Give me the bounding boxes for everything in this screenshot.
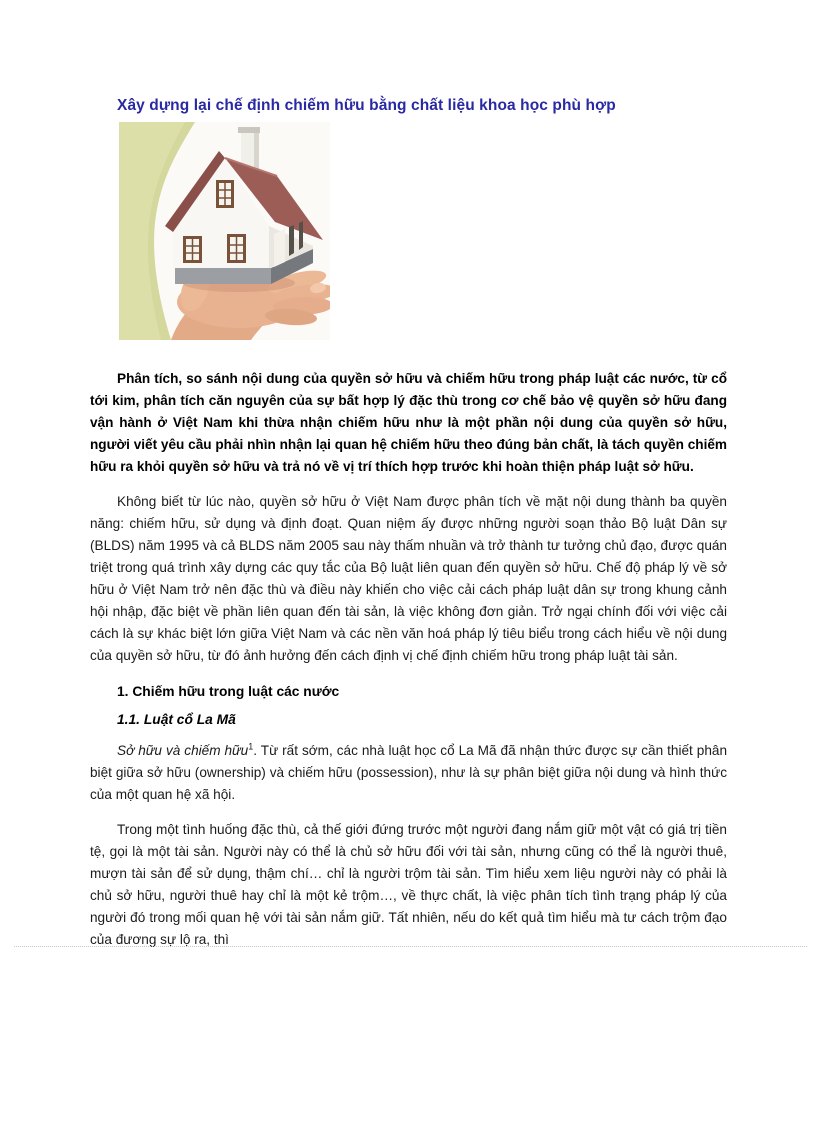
paragraph-ownership-overview: Không biết từ lúc nào, quyền sở hữu ở Việt Nam được phân tích về mặt nội dung thành ba quyền năng: chiếm hữu, sử dụng và định đoạt. Quan niệm ấy được những người soạn thảo Bộ luật Dân sự (BLDS) năm 1995 và cả BLDS năm 2005 sau này thấm nhuần và trở thành tư tưởng chủ đạo, được quán triệt trong quá trình xây dựng các quy tắc của Bộ luật liên quan đến quyền sở hữu. Chế độ pháp lý về sở hữu ở Việt Nam trở nên đặc thù và điều này khiến cho việc cải cách pháp luật dân sự trong khung cảnh hội nhập, đặc biệt về phần liên quan đến tài sản, là việc không đơn giản. Trở ngại chính đối với việc cải cách là sự khác biệt lớn giữa Việt Nam và các nền văn hoá pháp lý tiêu biểu trong cách hiểu về nội dung của quyền sở hữu, từ đó ảnh hưởng đến cách định vị chế định chiếm hữu trong pháp luật tài sản.: [90, 494, 727, 663]
subsection-heading-roman-law: 1.1. Luật cổ La Mã: [117, 712, 236, 727]
paragraph-roman-law: [90, 740, 727, 806]
section-heading-possession-in-foreign-law: 1. Chiếm hữu trong luật các nước: [117, 684, 340, 699]
roman-law-text: . Từ rất sớm, các nhà luật học cổ La Mã đã nhận thức được sự cần thiết phân biệt giữa sở hữu (ownership) và chiếm hữu (possession), như là sự phân biệt giữa nội dung và hình thức của một quan hệ xã hội.: [90, 743, 728, 802]
footnote-divider: [14, 946, 807, 947]
house-in-hands-illustration: [119, 122, 330, 340]
lead-paragraph: Phân tích, so sánh nội dung của quyền sở hữu và chiếm hữu trong pháp luật các nước, từ cổ tới kim, phân tích căn nguyên của sự bất hợp lý đặc thù trong cơ chế bảo vệ quyền sở hữu đang vận hành ở Việt Nam khi thừa nhận chiếm hữu như là một phần nội dung của quyền sở hữu, người viết yêu cầu phải nhìn nhận lại quan hệ chiếm hữu theo đúng bản chất, là tách quyền chiếm hữu ra khỏi quyền sở hữu và trả nó về vị trí thích hợp trước khi hoàn thiện pháp luật sở hữu.: [90, 371, 727, 474]
footnote-reference-1[interactable]: 1: [248, 741, 254, 752]
italic-lead-text: Sở hữu và chiếm hữu: [117, 743, 249, 758]
page-title: Xây dựng lại chế định chiếm hữu bằng chất liệu khoa học phù hợp: [117, 97, 616, 114]
house-in-hands-photo: [119, 122, 330, 340]
paragraph-possession-situation: Trong một tình huống đặc thù, cả thế giới đứng trước một người đang nắm giữ một vật có giá trị tiền tệ, gọi là một tài sản. Người này có thể là chủ sở hữu đối với tài sản, nhưng cũng có thể là người thuê, mượn tài sản để sử dụng, thậm chí… chỉ là người trộm tài sản. Tìm hiểu xem liệu người này có phải là chủ sở hữu, người thuê hay chỉ là một kẻ trộm…, về thực chất, là việc phân tích tình trạng pháp lý của người đó trong mối quan hệ với tài sản nắm giữ. Tất nhiên, nếu do kết quả tìm hiểu mà tư cách trộm đạo của đương sự lộ ra, thì: [90, 822, 727, 947]
